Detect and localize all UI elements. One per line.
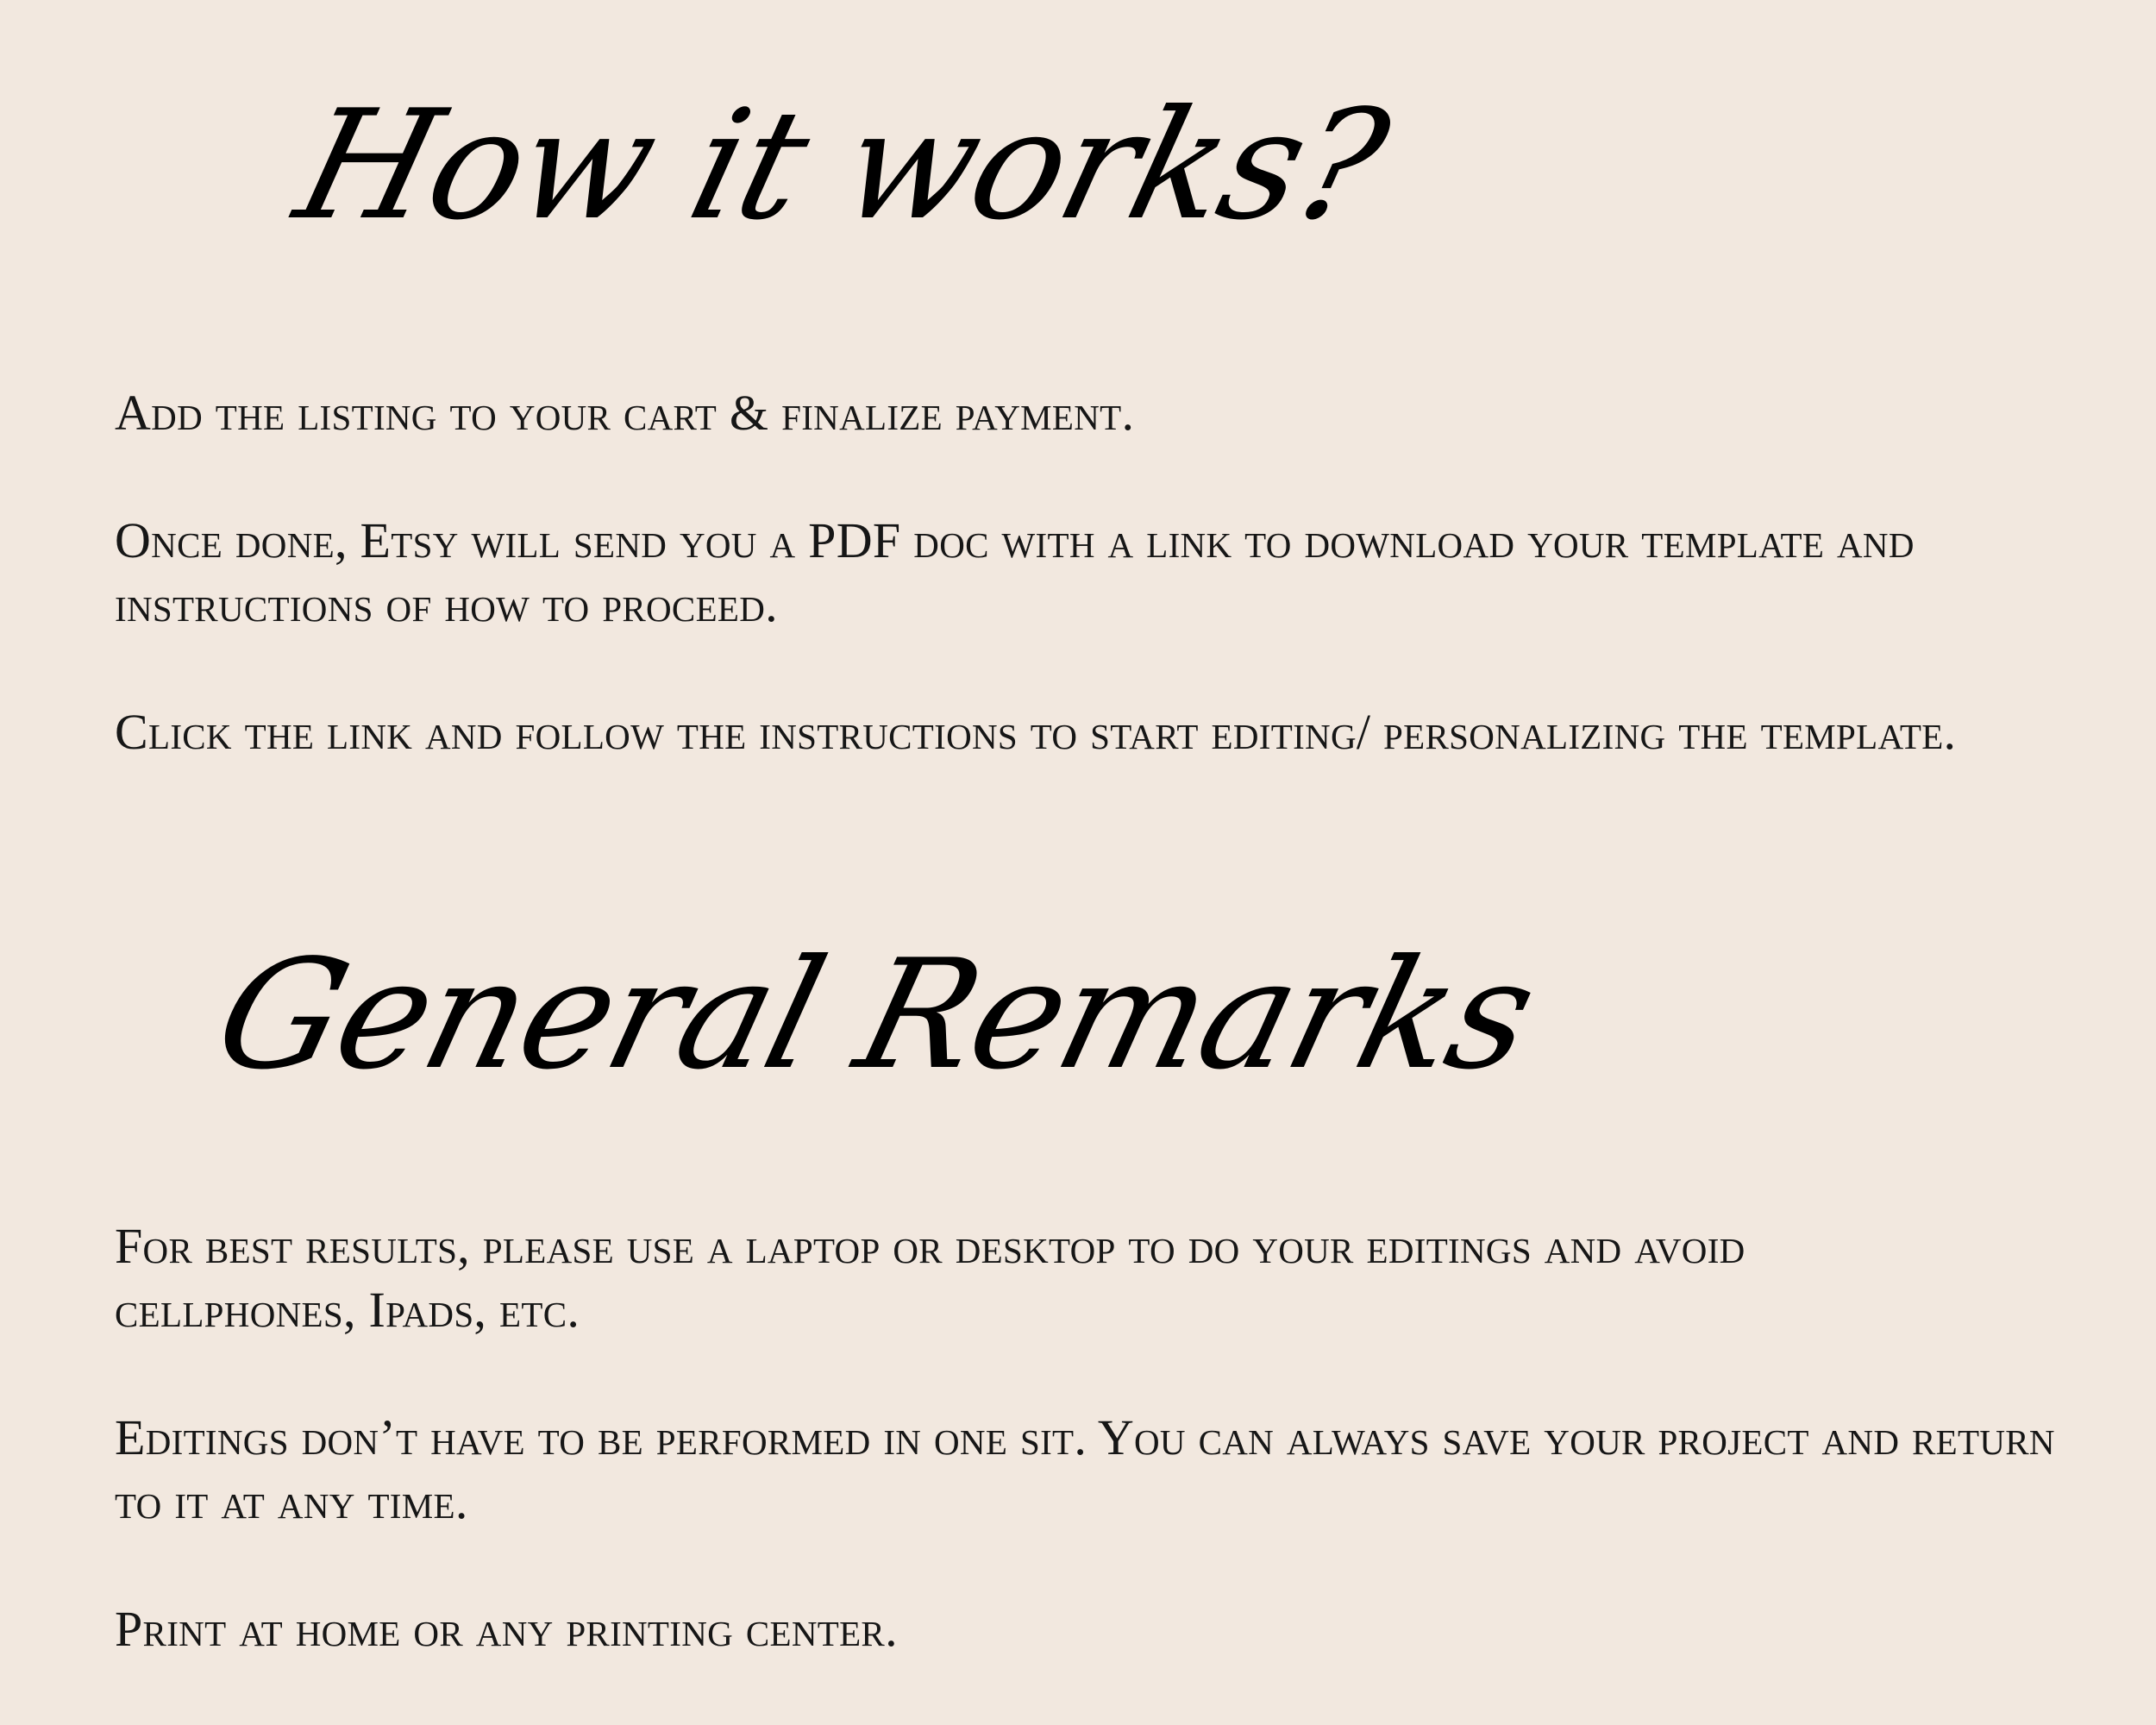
how-it-works-title: How it works? [281, 78, 1401, 254]
general-remark-3: Print at home or any printing center. [115, 1601, 898, 1657]
general-remark-2: Editings don’t have to be performed in one sit. You can always save your project and return to it at any time. [115, 1409, 2055, 1529]
how-it-works-step-3: Click the link and follow the instructions to start editing/ personalizing the template. [115, 704, 1957, 760]
how-it-works-step-2: Once done, Etsy will send you a PDF doc with a link to download your template and instructions of how to proceed. [115, 512, 1915, 632]
general-remark-1: For best results, please use a laptop or desktop to do your editings and avoid cellphones, Ipads, etc. [115, 1218, 1745, 1338]
general-remarks-title: General Remarks [200, 928, 1551, 1103]
how-it-works-step-1: Add the listing to your cart & finalize payment. [115, 385, 1135, 441]
